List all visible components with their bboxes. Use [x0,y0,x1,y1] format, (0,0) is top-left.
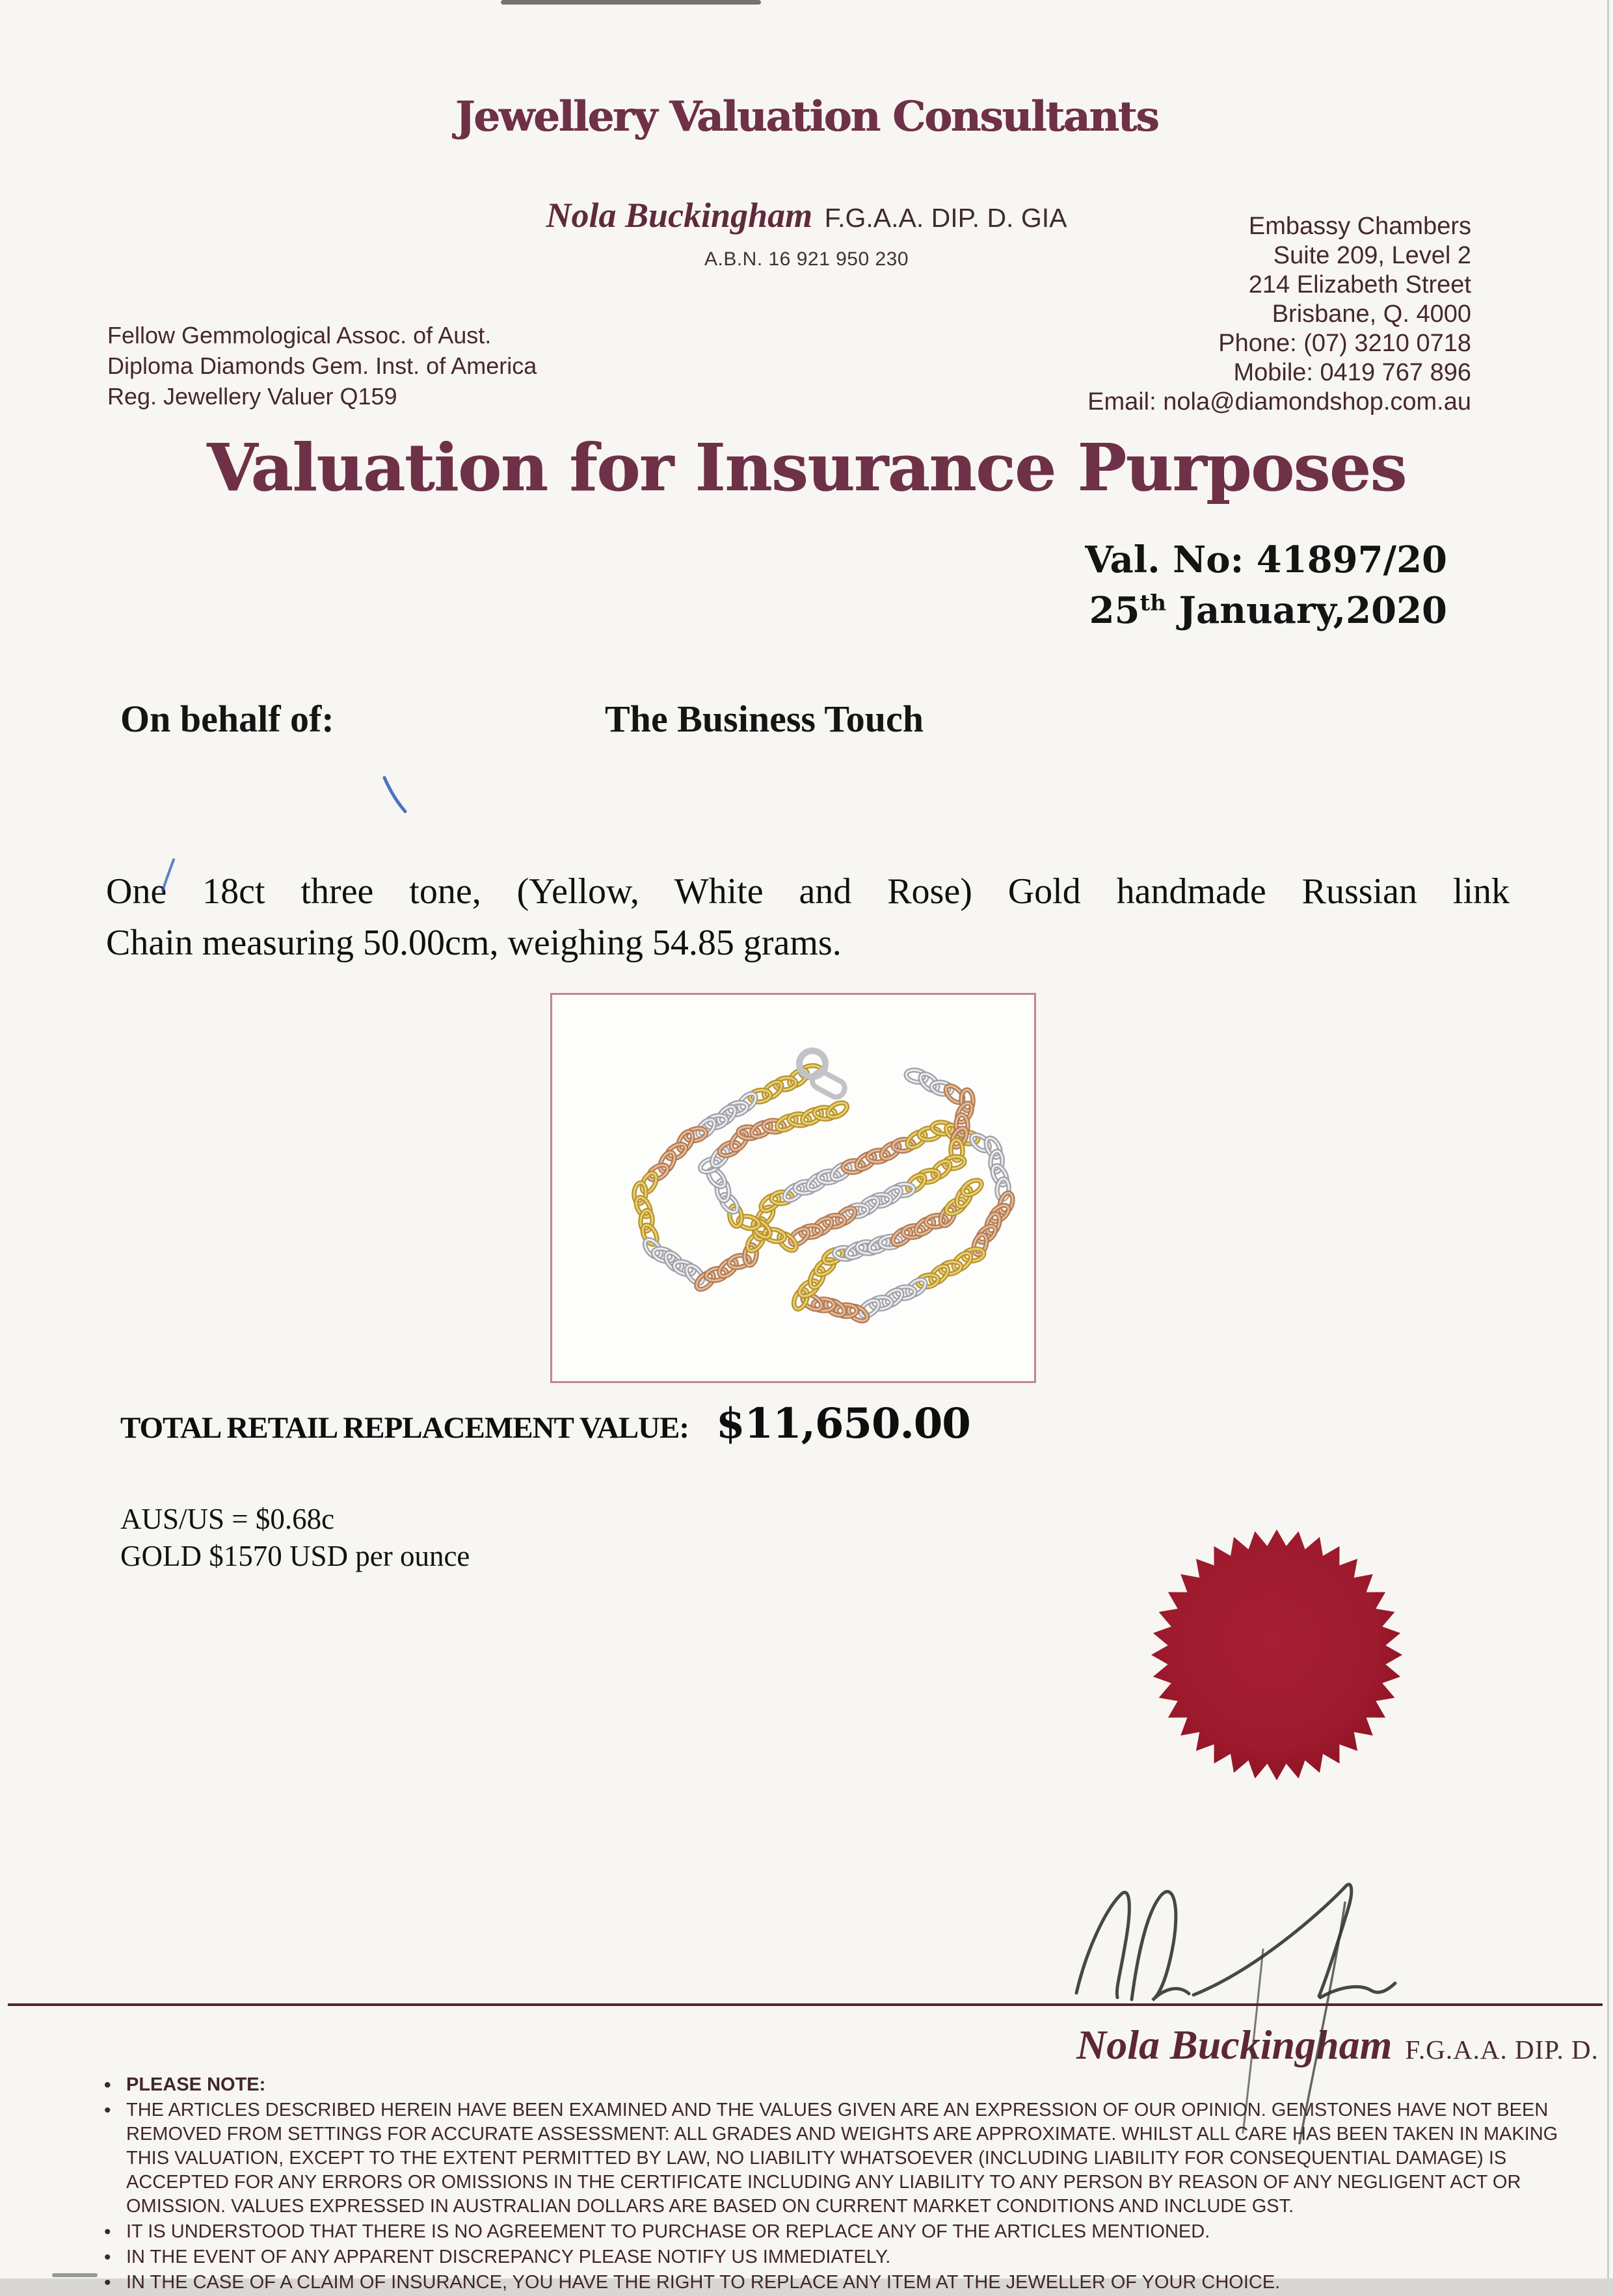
abn-number: A.B.N. 16 921 950 230 [704,248,909,270]
client-name: The Business Touch [605,698,924,740]
footer-rule [8,2003,1603,2006]
exchange-rate-line: AUS/US = $0.68c [120,1503,335,1535]
disclaimer-item: • IN THE CASE OF A CLAIM OF INSURANCE, YOU HAVE THE RIGHT TO REPLACE ANY ITEM AT THE JEWELLER OF YOUR CHOICE. [98,2271,1601,2295]
valuation-date: 25th January,2020 [1089,589,1447,632]
address-line: Embassy Chambers [1248,213,1471,240]
date-ordinal: th [1140,590,1166,616]
disclaimer-item: • IT IS UNDERSTOOD THAT THERE IS NO AGREEMENT TO PURCHASE OR REPLACE ANY OF THE ARTICLES MENTIONED. [98,2220,1601,2244]
signoff-row [1076,2021,1599,2069]
address-email: Email: nola@diamondshop.com.au [1087,388,1471,416]
disclaimer-notes [98,2073,1601,2296]
item-description [106,866,1510,969]
gold-price-line: GOLD $1570 USD per ounce [120,1540,470,1572]
disclaimer-item: • PLEASE NOTE: [98,2073,1601,2097]
address-line: Suite 209, Level 2 [1273,242,1471,269]
scan-edge-right [1607,0,1609,2278]
on-behalf-label: On behalf of: [120,698,334,740]
total-value-label: TOTAL RETAIL REPLACEMENT VALUE: [120,1411,689,1445]
address-line: 214 Elizabeth Street [1248,271,1471,298]
disclaimer-list [98,2073,1601,2295]
principal-credentials: F.G.A.A. DIP. D. GIA [824,203,1067,233]
scan-smudge-bottom [52,2273,98,2277]
credential-line: Diploma Diamonds Gem. Inst. of America [107,352,537,379]
total-value-row [120,1399,970,1448]
item-description-line2: Chain measuring 50.00cm, weighing 54.85 grams. [106,923,842,963]
valuation-number: Val. No: 41897/20 [1085,538,1447,581]
credential-line: Fellow Gemmological Assoc. of Aust. [107,322,492,349]
total-value-amount: $11,650.00 [716,1399,970,1448]
rates-block [120,1501,470,1575]
document-title: Valuation for Insurance Purposes [207,429,1406,506]
scan-smudge-top [501,0,761,5]
blue-ink-mark [380,775,409,817]
address-mobile: Mobile: 0419 767 896 [1233,359,1471,386]
address-phone: Phone: (07) 3210 0718 [1218,330,1471,357]
signoff-name: Nola Buckingham [1076,2022,1393,2068]
chain-photo [550,993,1036,1383]
address-line: Brisbane, Q. 4000 [1272,300,1471,328]
disclaimer-item: • IN THE EVENT OF ANY APPARENT DISCREPANCY PLEASE NOTIFY US IMMEDIATELY. [98,2245,1601,2269]
signoff-credentials: F.G.A.A. DIP. D. [1405,2035,1599,2065]
credential-line: Reg. Jewellery Valuer Q159 [107,383,397,410]
principal-name: Nola Buckingham [546,196,813,235]
address-block [1087,212,1471,417]
valuation-number-block [1085,534,1447,636]
disclaimer-item: • THE ARTICLES DESCRIBED HEREIN HAVE BEEN EXAMINED AND THE VALUES GIVEN ARE AN EXPRESSION OF OUR OPINION. GEMSTONES HAVE NOT BEEN REMOVED FROM SETTINGS FOR ACCURATE ASSESSMENT: ALL GRADES AND WEIGHTS ARE APPROXIMATE. WHILST ALL CARE HAS BEEN TAKEN IN MAKING THIS VALUATION, EXCEPT TO THE EXTENT PERMITTED BY LAW, NO LIABILITY WHATSOEVER (INCLUDING LIABILITY FOR CONSEQUENTIAL DAMAGE) IS ACCEPTED FOR ANY ERRORS OR OMISSIONS IN THE CERTIFICATE INCLUDING ANY LIABILITY TO ANY PERSON BY REASON OF ANY NEGLIGENT ACT OR OMISSION. VALUES EXPRESSED IN AUSTRALIAN DOLLARS ARE BASED ON CURRENT MARKET CONDITIONS AND INCLUDE GST. [98,2098,1601,2219]
item-description-line1: One 18ct three tone, (Yellow, White and Rose) Gold handmade Russian link [106,871,1510,912]
on-behalf-row [120,697,1161,741]
chain-illustration [552,995,1034,1381]
red-wax-seal [1147,1525,1407,1785]
org-name: Jewellery Valuation Consultants [455,92,1158,141]
valuer-credentials-block [107,320,537,412]
